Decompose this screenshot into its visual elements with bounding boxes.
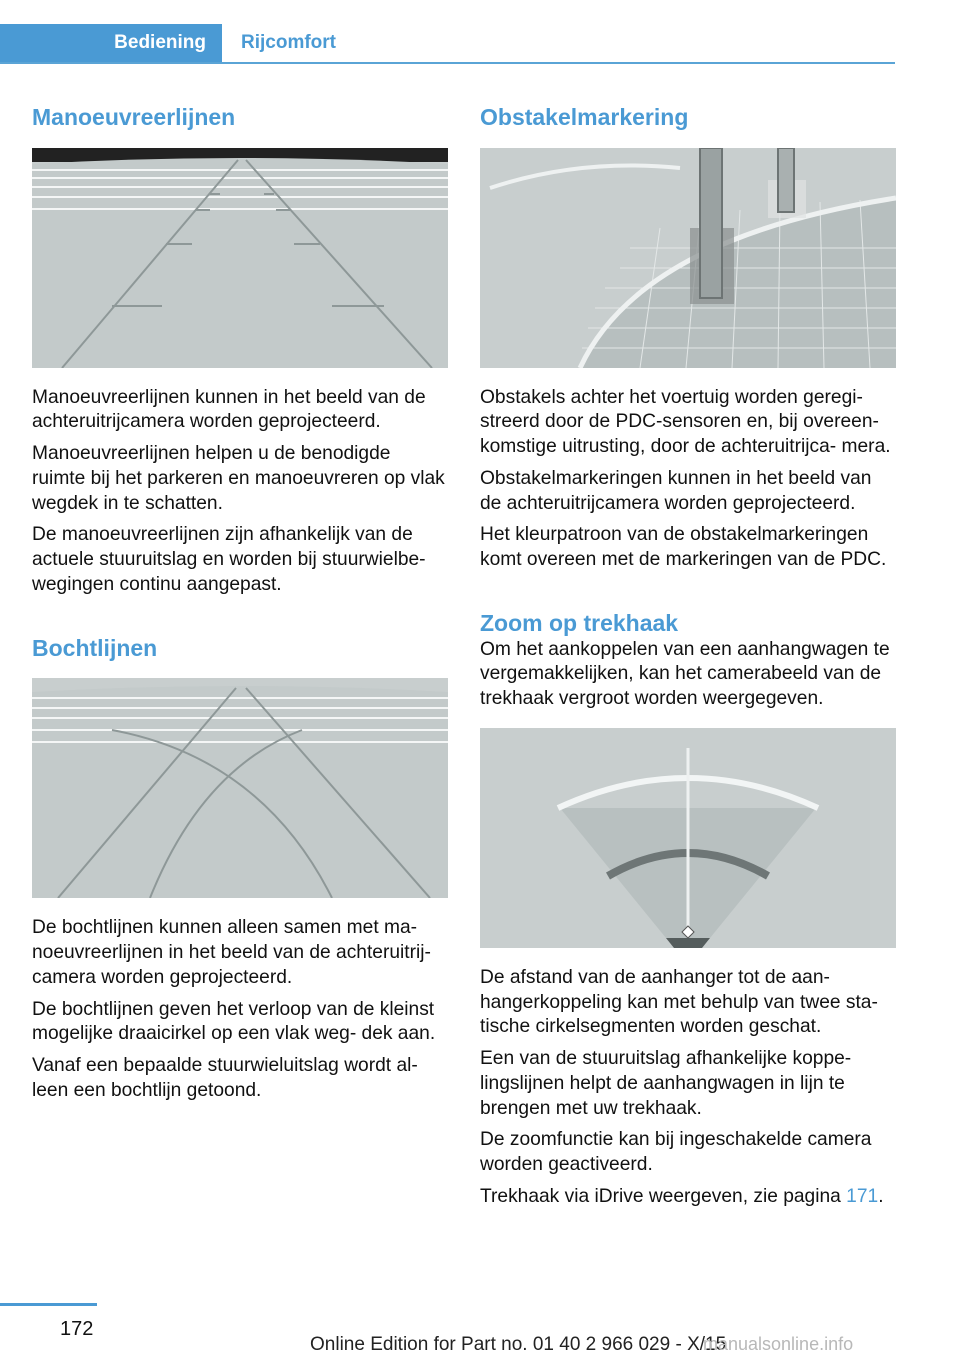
right-column [480,100,896,1217]
curve-lines-image [32,678,448,898]
paragraph: De zoomfunctie kan bij ingeschakelde camera worden geactiveerd. [480,1129,872,1176]
chapter-tab-bar [0,24,895,64]
obstacle-marking-image [480,148,896,368]
paragraph-with-page-link [480,1185,896,1210]
reference-end: . [878,1185,884,1207]
manoeuvring-lines-image [32,148,448,368]
paragraph: Om het aankoppelen van een aanhangwagen te vergemakkelijken, kan het camerabeeld van de trekhaak vergroot worden weergegeven. [480,638,890,710]
tab-bediening[interactable] [0,24,222,62]
reference-text: Trekhaak via iDrive weergeven, zie pagina [480,1185,847,1207]
paragraph: De bochtlijnen geven het verloop van de kleinst mogelijke draaicirkel op een vlak weg‐ dek aan. [32,998,436,1045]
paragraph: De manoeuvreerlijnen zijn afhankelijk van de actuele stuuruitslag en worden bij stuurwielbe‐ wegingen continu aangepast. [32,524,426,595]
tab-rijcomfort[interactable]: Rijcomfort [241,32,336,53]
paragraph: Een van de stuuruitslag afhankelijke koppe‐ lingslijnen helpt de aanhangwagen in lijn te brengen met uw trekhaak. [480,1048,852,1119]
watermark: manualsonline.info [703,1334,854,1354]
tab-bediening-label: Bediening [114,32,206,53]
edition-text: Online Edition for Part no. 01 40 2 966 029 - X/15 [310,1334,727,1355]
section-title-bochtlijnen: Bochtlijnen [32,634,158,661]
page-number: 172 [60,1318,94,1340]
trailer-hitch-zoom-image [480,728,896,948]
section-title-obstakelmarkering: Obstakelmarkering [480,104,689,130]
paragraph: De bochtlijnen kunnen alleen samen met ma‐ noeuvreerlijnen in het beeld van de achteruitrij‐ camera worden geprojecteerd. [32,917,431,988]
section-title-zoom-op-trekhaak: Zoom op trekhaak [480,609,679,636]
paragraph: Manoeuvreerlijnen helpen u de benodigde ruimte bij het parkeren en manoeuvreren op vlak wegdek in te schatten. [32,443,445,514]
paragraph: Vanaf een bepaalde stuurwieluitslag wordt al‐ leen een bochtlijn getoond. [32,1055,418,1101]
paragraph: Manoeuvreerlijnen kunnen in het beeld van de achteruitrijcamera worden geprojecteerd. [32,386,426,433]
section-title-manoeuvreerlijnen: Manoeuvreerlijnen [32,104,236,130]
page-link[interactable]: 171 [846,1185,879,1207]
footer-rule [0,1303,97,1306]
left-column [32,100,448,1111]
paragraph: Obstakels achter het voertuig worden geregi‐ streerd door de PDC-sensoren en, bij overeen‐ komstige uitrusting, door de achteruitrijca‐ mera. [480,386,891,458]
paragraph: Het kleurpatroon van de obstakelmarkeringen komt overeen met de markeringen van de PDC. [480,524,887,571]
paragraph: De afstand van de aanhanger tot de aan‐ hangerkoppeling kan met behulp van twee sta‐ tische cirkelsegmenten worden geschat. [480,966,878,1038]
paragraph: Obstakelmarkeringen kunnen in het beeld van de achteruitrijcamera worden geprojecteerd. [480,467,872,514]
